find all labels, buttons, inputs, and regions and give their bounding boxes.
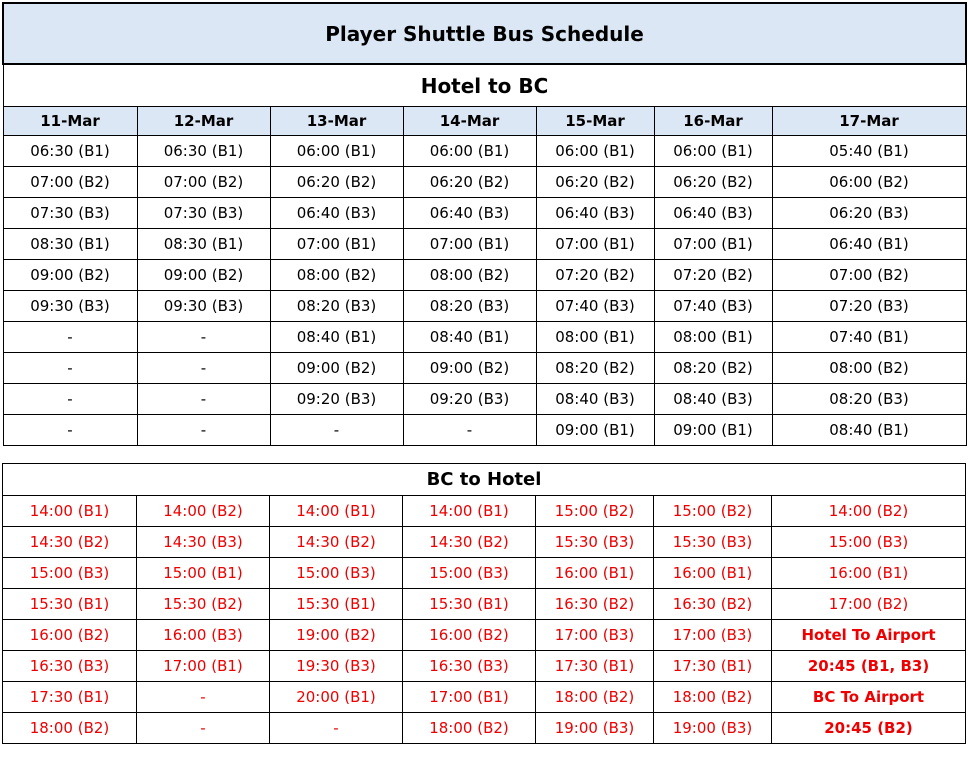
schedule-cell: 16:00 (B1) [772, 558, 966, 589]
schedule-cell: 19:30 (B3) [270, 651, 403, 682]
table-row [3, 260, 966, 291]
schedule-cell: 08:40 (B3) [654, 384, 772, 415]
schedule-cell: - [137, 322, 270, 353]
schedule-cell: 15:30 (B3) [654, 527, 772, 558]
schedule-cell: - [137, 713, 270, 744]
schedule-cell: 07:40 (B3) [536, 291, 654, 322]
schedule-cell: 15:00 (B2) [654, 496, 772, 527]
schedule-cell: 14:00 (B2) [772, 496, 966, 527]
bc-to-hotel-table [2, 463, 966, 744]
schedule-cell: 15:00 (B3) [772, 527, 966, 558]
table-row [3, 136, 966, 167]
schedule-cell: 07:30 (B3) [137, 198, 270, 229]
schedule-cell: 07:00 (B2) [772, 260, 966, 291]
schedule-cell: 07:00 (B2) [3, 167, 137, 198]
schedule-cell: 09:00 (B2) [3, 260, 137, 291]
schedule-cell: 14:30 (B2) [270, 527, 403, 558]
schedule-cell: 06:40 (B3) [536, 198, 654, 229]
schedule-cell: 06:00 (B1) [403, 136, 536, 167]
schedule-cell: 17:30 (B1) [654, 651, 772, 682]
schedule-cell: - [270, 415, 403, 446]
schedule-title: Player Shuttle Bus Schedule [3, 3, 966, 64]
table-row [3, 713, 966, 744]
schedule-cell: 17:00 (B3) [536, 620, 654, 651]
day-header-cell: 13-Mar [270, 107, 403, 136]
table-row [3, 415, 966, 446]
schedule-cell: - [3, 353, 137, 384]
schedule-cell: 09:00 (B2) [137, 260, 270, 291]
schedule-cell: BC To Airport [772, 682, 966, 713]
schedule-cell: 17:00 (B2) [772, 589, 966, 620]
table-row [3, 167, 966, 198]
schedule-cell: 08:20 (B3) [403, 291, 536, 322]
schedule-cell: 08:40 (B1) [772, 415, 966, 446]
table-row [3, 682, 966, 713]
schedule-cell: Hotel To Airport [772, 620, 966, 651]
schedule-cell: 06:30 (B1) [137, 136, 270, 167]
schedule-cell: 16:00 (B2) [3, 620, 137, 651]
schedule-cell: - [137, 353, 270, 384]
table-row [3, 496, 966, 527]
schedule-cell: 09:30 (B3) [137, 291, 270, 322]
schedule-cell: 07:30 (B3) [3, 198, 137, 229]
schedule-cell: 17:30 (B1) [536, 651, 654, 682]
schedule-cell: 07:20 (B2) [536, 260, 654, 291]
table-row [3, 291, 966, 322]
schedule-cell: 16:00 (B1) [654, 558, 772, 589]
schedule-cell: 14:30 (B2) [403, 527, 536, 558]
schedule-cell: 16:30 (B3) [403, 651, 536, 682]
schedule-cell: 17:00 (B1) [403, 682, 536, 713]
schedule-cell: 08:00 (B1) [536, 322, 654, 353]
schedule-cell: 08:20 (B2) [654, 353, 772, 384]
schedule-cell: 06:40 (B3) [654, 198, 772, 229]
schedule-cell: 08:40 (B3) [536, 384, 654, 415]
table-row [3, 229, 966, 260]
schedule-cell: 19:00 (B2) [270, 620, 403, 651]
schedule-cell: 06:00 (B2) [772, 167, 966, 198]
schedule-cell: 09:00 (B1) [654, 415, 772, 446]
schedule-cell: 06:00 (B1) [654, 136, 772, 167]
schedule-cell: 09:00 (B2) [403, 353, 536, 384]
schedule-cell: - [3, 322, 137, 353]
schedule-cell: 18:00 (B2) [536, 682, 654, 713]
day-header-cell: 15-Mar [536, 107, 654, 136]
schedule-cell: 08:00 (B2) [772, 353, 966, 384]
schedule-cell: 09:20 (B3) [403, 384, 536, 415]
schedule-cell: - [3, 415, 137, 446]
schedule-cell: 15:30 (B3) [536, 527, 654, 558]
schedule-cell: 14:00 (B1) [403, 496, 536, 527]
schedule-cell: 09:00 (B1) [536, 415, 654, 446]
schedule-cell: 07:00 (B1) [403, 229, 536, 260]
schedule-cell: 16:00 (B1) [536, 558, 654, 589]
schedule-cell: 15:00 (B2) [536, 496, 654, 527]
schedule-cell: 14:00 (B1) [3, 496, 137, 527]
schedule-cell: 16:00 (B2) [403, 620, 536, 651]
schedule-cell: 08:40 (B1) [270, 322, 403, 353]
schedule-cell: 06:00 (B1) [270, 136, 403, 167]
schedule-cell: 07:40 (B3) [654, 291, 772, 322]
schedule-cell: 20:00 (B1) [270, 682, 403, 713]
schedule-cell: 08:00 (B2) [403, 260, 536, 291]
schedule-cell: 06:20 (B2) [270, 167, 403, 198]
schedule-cell: 08:30 (B1) [137, 229, 270, 260]
schedule-cell: - [137, 682, 270, 713]
schedule-cell: 08:00 (B2) [270, 260, 403, 291]
schedule-cell: 16:30 (B3) [3, 651, 137, 682]
schedule-cell: 14:00 (B1) [270, 496, 403, 527]
schedule-cell: 08:20 (B3) [270, 291, 403, 322]
schedule-cell: 14:30 (B3) [137, 527, 270, 558]
day-header-row [3, 107, 966, 136]
schedule-cell: 15:30 (B1) [3, 589, 137, 620]
day-header-cell: 17-Mar [772, 107, 966, 136]
schedule-cell: 17:00 (B1) [137, 651, 270, 682]
schedule-cell: - [403, 415, 536, 446]
schedule-cell: 07:20 (B3) [772, 291, 966, 322]
table-row [3, 620, 966, 651]
schedule-cell: 15:30 (B1) [403, 589, 536, 620]
schedule-cell: - [270, 713, 403, 744]
schedule-cell: 15:00 (B3) [403, 558, 536, 589]
schedule-cell: 20:45 (B1, B3) [772, 651, 966, 682]
schedule-cell: 15:00 (B3) [3, 558, 137, 589]
table-row [3, 384, 966, 415]
day-header-cell: 11-Mar [3, 107, 137, 136]
table-row [3, 651, 966, 682]
schedule-cell: 18:00 (B2) [403, 713, 536, 744]
day-header-cell: 16-Mar [654, 107, 772, 136]
schedule-cell: 17:00 (B3) [654, 620, 772, 651]
table-row [3, 353, 966, 384]
hotel-to-bc-table [2, 2, 967, 446]
schedule-cell: 08:30 (B1) [3, 229, 137, 260]
table-row [3, 198, 966, 229]
schedule-cell: 09:20 (B3) [270, 384, 403, 415]
table-row [3, 322, 966, 353]
schedule-cell: 16:30 (B2) [654, 589, 772, 620]
schedule-cell: - [137, 415, 270, 446]
schedule-cell: 15:30 (B2) [137, 589, 270, 620]
schedule-cell: 06:20 (B2) [536, 167, 654, 198]
schedule-cell: 08:20 (B2) [536, 353, 654, 384]
schedule-cell: 07:00 (B1) [270, 229, 403, 260]
hotel-to-bc-heading: Hotel to BC [3, 64, 966, 107]
schedule-cell: 06:20 (B2) [654, 167, 772, 198]
table-row [3, 589, 966, 620]
schedule-cell: 16:30 (B2) [536, 589, 654, 620]
schedule-cell: 09:30 (B3) [3, 291, 137, 322]
table-row [3, 558, 966, 589]
schedule-cell: 07:40 (B1) [772, 322, 966, 353]
schedule-cell: 18:00 (B2) [3, 713, 137, 744]
schedule-cell: 14:30 (B2) [3, 527, 137, 558]
schedule-cell: 06:20 (B2) [403, 167, 536, 198]
schedule-cell: 09:00 (B2) [270, 353, 403, 384]
schedule-cell: 08:00 (B1) [654, 322, 772, 353]
table-row [3, 527, 966, 558]
schedule-cell: - [3, 384, 137, 415]
schedule-cell: 08:20 (B3) [772, 384, 966, 415]
schedule-cell: 15:30 (B1) [270, 589, 403, 620]
bc-to-hotel-heading: BC to Hotel [3, 464, 966, 496]
schedule-cell: 07:00 (B1) [654, 229, 772, 260]
schedule-cell: 17:30 (B1) [3, 682, 137, 713]
schedule-cell: 06:00 (B1) [536, 136, 654, 167]
schedule-cell: 06:20 (B3) [772, 198, 966, 229]
schedule-cell: 19:00 (B3) [536, 713, 654, 744]
schedule-cell: 07:00 (B2) [137, 167, 270, 198]
schedule-cell: 07:20 (B2) [654, 260, 772, 291]
schedule-cell: 16:00 (B3) [137, 620, 270, 651]
schedule-cell: 06:40 (B3) [403, 198, 536, 229]
schedule-cell: - [137, 384, 270, 415]
schedule-cell: 06:40 (B3) [270, 198, 403, 229]
schedule-cell: 07:00 (B1) [536, 229, 654, 260]
schedule-cell: 15:00 (B1) [137, 558, 270, 589]
schedule-cell: 15:00 (B3) [270, 558, 403, 589]
schedule-cell: 18:00 (B2) [654, 682, 772, 713]
day-header-cell: 12-Mar [137, 107, 270, 136]
day-header-cell: 14-Mar [403, 107, 536, 136]
schedule-cell: 05:40 (B1) [772, 136, 966, 167]
schedule-cell: 08:40 (B1) [403, 322, 536, 353]
schedule-cell: 19:00 (B3) [654, 713, 772, 744]
schedule-cell: 20:45 (B2) [772, 713, 966, 744]
schedule-cell: 06:40 (B1) [772, 229, 966, 260]
schedule-cell: 14:00 (B2) [137, 496, 270, 527]
schedule-cell: 06:30 (B1) [3, 136, 137, 167]
